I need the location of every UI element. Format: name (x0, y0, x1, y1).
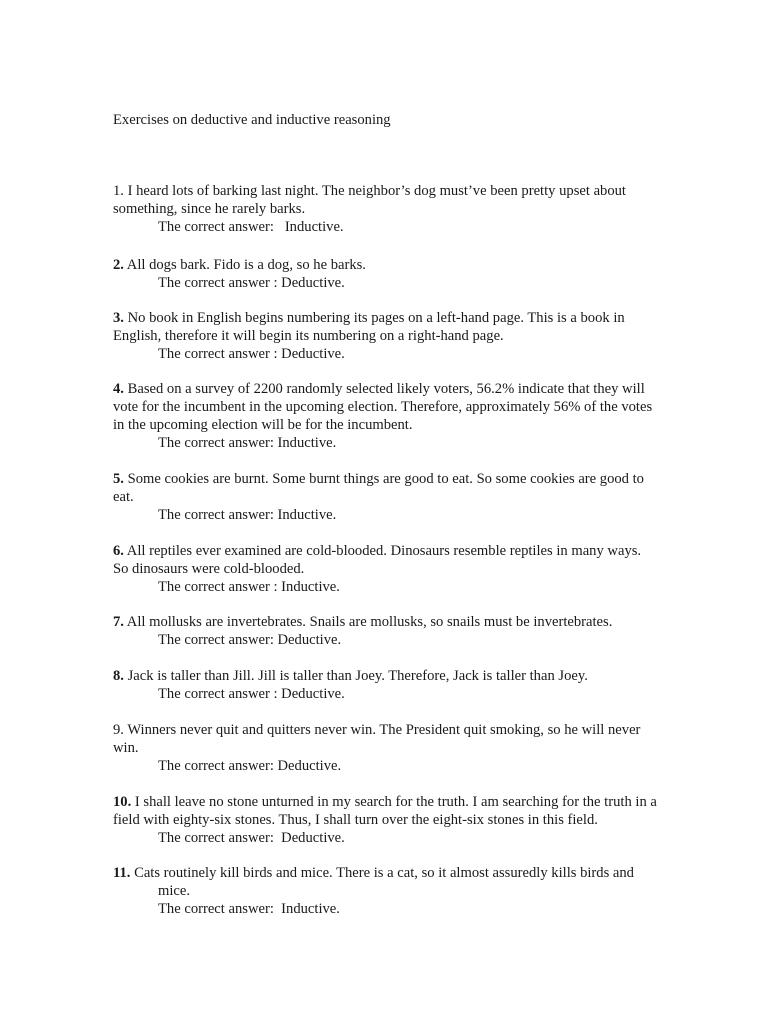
question-number: 10. (113, 794, 132, 810)
question-number: 8. (113, 668, 124, 684)
answer-line: The correct answer: Inductive. (158, 901, 340, 917)
question-text: Winners never quit and quitters never win. The President quit smoking, so he will never win. (113, 722, 641, 756)
question-9 (113, 721, 658, 775)
question-number: 6. (113, 543, 124, 559)
question-text: All reptiles ever examined are cold-blooded. Dinosaurs resemble reptiles in many ways. So dinosaurs were cold-blooded. (113, 543, 642, 577)
question-number: 11. (113, 865, 131, 881)
question-text: Based on a survey of 2200 randomly selected likely voters, 56.2% indicate that they will vote for the incumbent in the upcoming election. Therefore, approximately 56% of the votes in the upcoming election will be for the incumbent. (113, 381, 653, 433)
question-text: All mollusks are invertebrates. Snails are mollusks, so snails must be invertebrates. (126, 614, 613, 630)
document-title: Exercises on deductive and inductive reasoning (113, 112, 391, 128)
answer-line: The correct answer: Deductive. (158, 830, 345, 846)
question-10 (113, 793, 658, 847)
answer-line: The correct answer : Deductive. (158, 346, 345, 362)
question-text: Jack is taller than Jill. Jill is taller than Joey. Therefore, Jack is taller than Joey. (127, 668, 588, 684)
question-text: I heard lots of barking last night. The neighbor’s dog must’ve been pretty upset about something, since he rarely barks. (113, 183, 626, 217)
answer-line: The correct answer: Deductive. (158, 632, 342, 648)
question-number: 2. (113, 257, 124, 273)
answer-line: The correct answer : Deductive. (158, 275, 345, 291)
answer-line: The correct answer : Deductive. (158, 686, 345, 702)
question-1 (113, 182, 658, 236)
answer-line: The correct answer: Deductive. (158, 758, 342, 774)
question-number: 4. (113, 381, 124, 397)
question-text: All dogs bark. Fido is a dog, so he barks. (126, 257, 366, 273)
question-text: Cats routinely kill birds and mice. There is a cat, so it almost assuredly kills birds and (134, 865, 634, 881)
question-3 (113, 309, 658, 363)
question-11 (113, 864, 658, 918)
question-6 (113, 542, 658, 596)
question-5 (113, 470, 658, 524)
question-text: I shall leave no stone unturned in my search for the truth. I am searching for the truth in a field with eighty-six stones. Thus, I shall turn over the eight-six stones in this field. (113, 794, 657, 828)
question-number: 1. (113, 183, 124, 199)
answer-line: The correct answer : Inductive. (158, 579, 340, 595)
question-text-continuation: mice. (158, 883, 191, 899)
answer-line: The correct answer: Inductive. (158, 435, 337, 451)
question-text: Some cookies are burnt. Some burnt things are good to eat. So some cookies are good to eat. (113, 471, 644, 505)
question-number: 5. (113, 471, 124, 487)
question-text: No book in English begins numbering its pages on a left-hand page. This is a book in English, therefore it will begin its numbering on a right-hand page. (113, 310, 625, 344)
answer-line: The correct answer: Inductive. (158, 219, 344, 235)
question-8 (113, 667, 658, 703)
question-7 (113, 613, 658, 649)
answer-line: The correct answer: Inductive. (158, 507, 337, 523)
question-number: 3. (113, 310, 124, 326)
question-number: 9. (113, 722, 124, 738)
question-2 (113, 256, 658, 292)
question-4 (113, 380, 658, 452)
question-number: 7. (113, 614, 124, 630)
